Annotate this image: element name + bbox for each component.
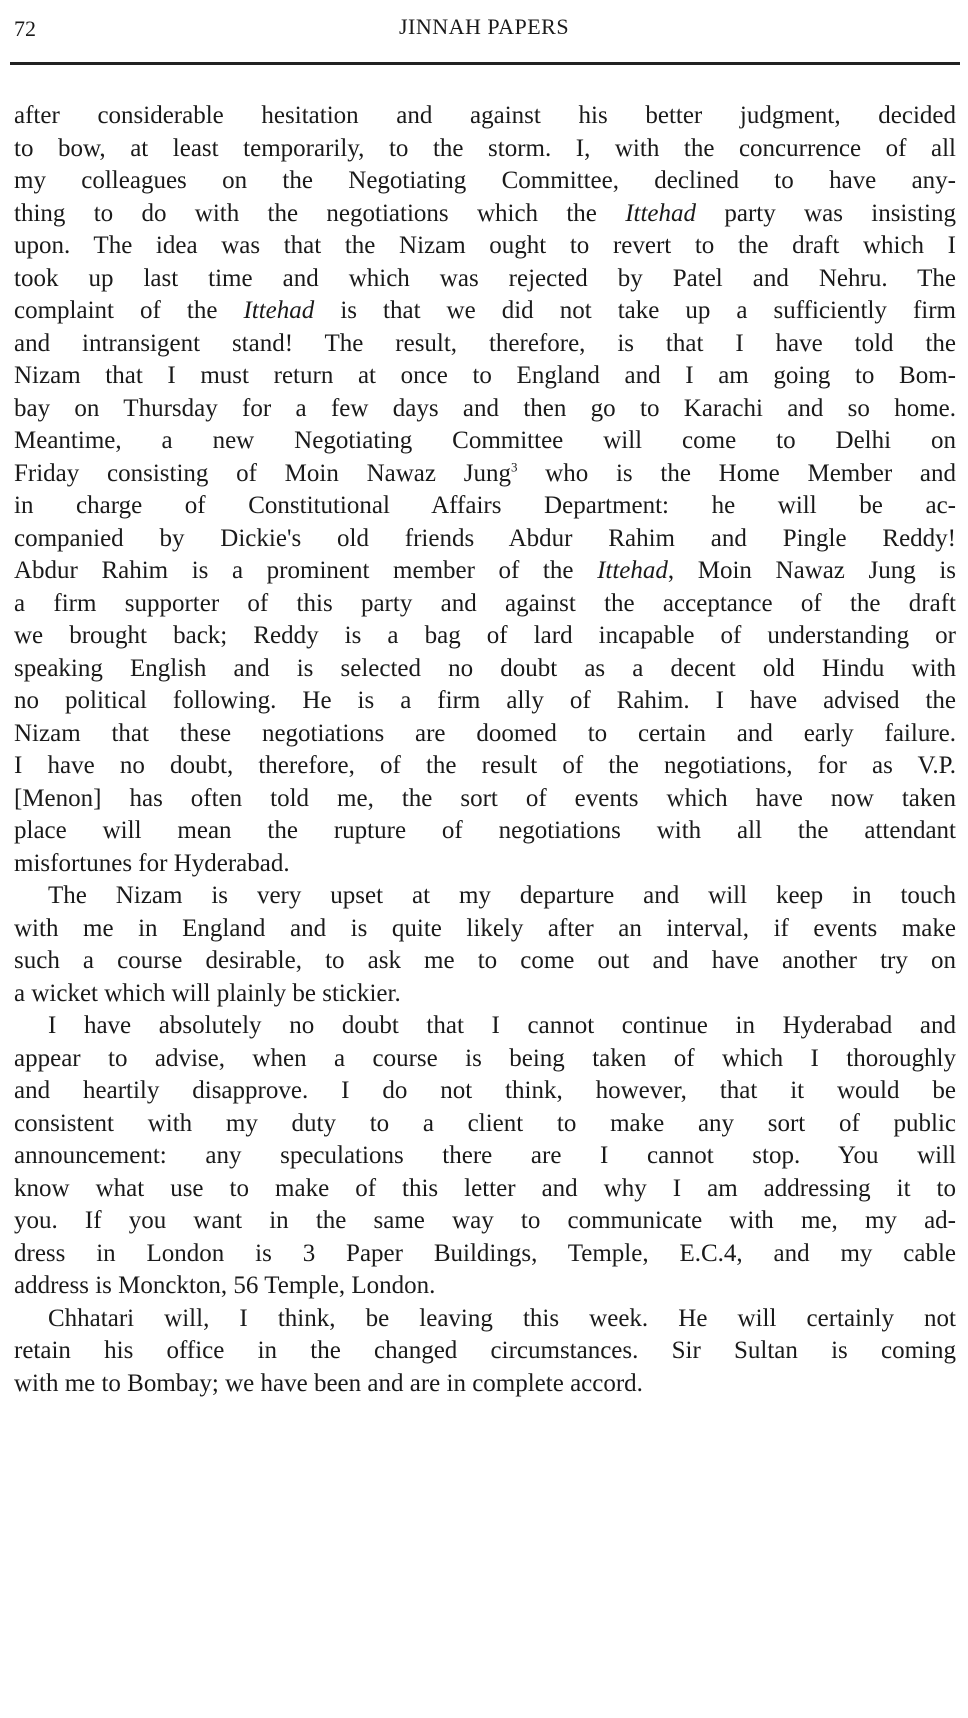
text-line: after considerable hesitation and against his better judgment, decided — [14, 102, 956, 129]
text-line: announcement: any speculations there are I cannot stop. You will — [14, 1142, 956, 1169]
text-line: speaking English and is selected no doubt as a decent old Hindu with — [14, 654, 956, 682]
text-line: dress in London is 3 Paper Buildings, Temple, E.C.4, and my cable — [14, 1239, 956, 1267]
italic-term: Ittehad — [243, 297, 315, 324]
text-line: with me to Bombay; we have been and are in complete accord. — [14, 1369, 643, 1397]
text-line: Chhatari will, I think, be leaving this week. He will certainly not — [48, 1304, 956, 1332]
text-line: with me in England and is quite likely after an interval, if events make — [14, 914, 956, 942]
text-line: I have absolutely no doubt that I cannot continue in Hyderabad and — [48, 1012, 956, 1039]
text-line: thing to do with the negotiations which the Ittehad party was insisting — [14, 199, 956, 227]
text-line: and heartily disapprove. I do not think, however, that it would be — [14, 1077, 956, 1104]
text-line: my colleagues on the Negotiating Committee, declined to have any- — [14, 167, 956, 194]
text-line: I have no doubt, therefore, of the result of the negotiations, for as V.P. — [14, 752, 956, 779]
paragraph — [14, 100, 956, 880]
text-line: a firm supporter of this party and against the acceptance of the draft — [14, 589, 956, 617]
text-line: took up last time and which was rejected by Patel and Nehru. The — [14, 264, 956, 292]
italic-term: Ittehad — [597, 557, 668, 584]
text-line: consistent with my duty to a client to make any sort of public — [14, 1109, 956, 1137]
text-line: companied by Dickie's old friends Abdur Rahim and Pingle Reddy! — [14, 524, 956, 552]
text-line: misfortunes for Hyderabad. — [14, 849, 290, 877]
text-line: [Menon] has often told me, the sort of events which have now taken — [14, 784, 956, 812]
page-number: 72 — [14, 16, 36, 41]
page-header — [0, 0, 968, 70]
body-text — [14, 100, 956, 1400]
text-line: bay on Thursday for a few days and then go to Karachi and so home. — [14, 394, 956, 422]
text-line: to bow, at least temporarily, to the storm. I, with the concurrence of all — [14, 134, 956, 162]
text-line: retain his office in the changed circumstances. Sir Sultan is coming — [14, 1337, 956, 1364]
text-line: in charge of Constitutional Affairs Department: he will be ac- — [14, 492, 956, 519]
text-line: we brought back; Reddy is a bag of lard incapable of understanding or — [14, 622, 956, 649]
text-line: complaint of the Ittehad is that we did not take up a sufficiently firm — [14, 297, 957, 324]
text-line: Abdur Rahim is a prominent member of the Ittehad, Moin Nawaz Jung is — [14, 557, 956, 584]
text-line: no political following. He is a firm ally of Rahim. I have advised the — [14, 687, 956, 714]
paragraph — [14, 1010, 956, 1303]
text-line: a wicket which will plainly be stickier. — [14, 979, 401, 1007]
text-line: Nizam that I must return at once to England and I am going to Bom- — [14, 362, 956, 389]
text-line: place will mean the rupture of negotiations with all the attendant — [14, 817, 956, 844]
paragraph — [14, 1303, 956, 1401]
text-line: Meantime, a new Negotiating Committee will come to Delhi on — [14, 427, 956, 454]
running-head: JINNAH PAPERS — [398, 14, 570, 39]
text-line: The Nizam is very upset at my departure and will keep in touch — [48, 882, 956, 909]
text-line: appear to advise, when a course is being taken of which I thoroughly — [14, 1044, 956, 1072]
text-line: upon. The idea was that the Nizam ought to revert to the draft which I — [14, 232, 956, 259]
text-line: know what use to make of this letter and why I am addressing it to — [14, 1174, 956, 1202]
footnote-marker: 3 — [510, 459, 518, 475]
paragraph — [14, 880, 956, 1010]
text-line: address is Monckton, 56 Temple, London. — [14, 1272, 436, 1299]
text-line: and intransigent stand! The result, therefore, is that I have told the — [14, 329, 956, 357]
header-rule — [10, 62, 960, 65]
text-line: Friday consisting of Moin Nawaz Jung$^3$ who is the Home Member and — [14, 459, 956, 487]
text-line: you. If you want in the same way to communicate with me, my ad- — [14, 1207, 956, 1234]
text-line: Nizam that these negotiations are doomed to certain and early failure. — [14, 719, 956, 747]
text-line: such a course desirable, to ask me to come out and have another try on — [14, 947, 956, 974]
italic-term: Ittehad — [625, 199, 697, 227]
